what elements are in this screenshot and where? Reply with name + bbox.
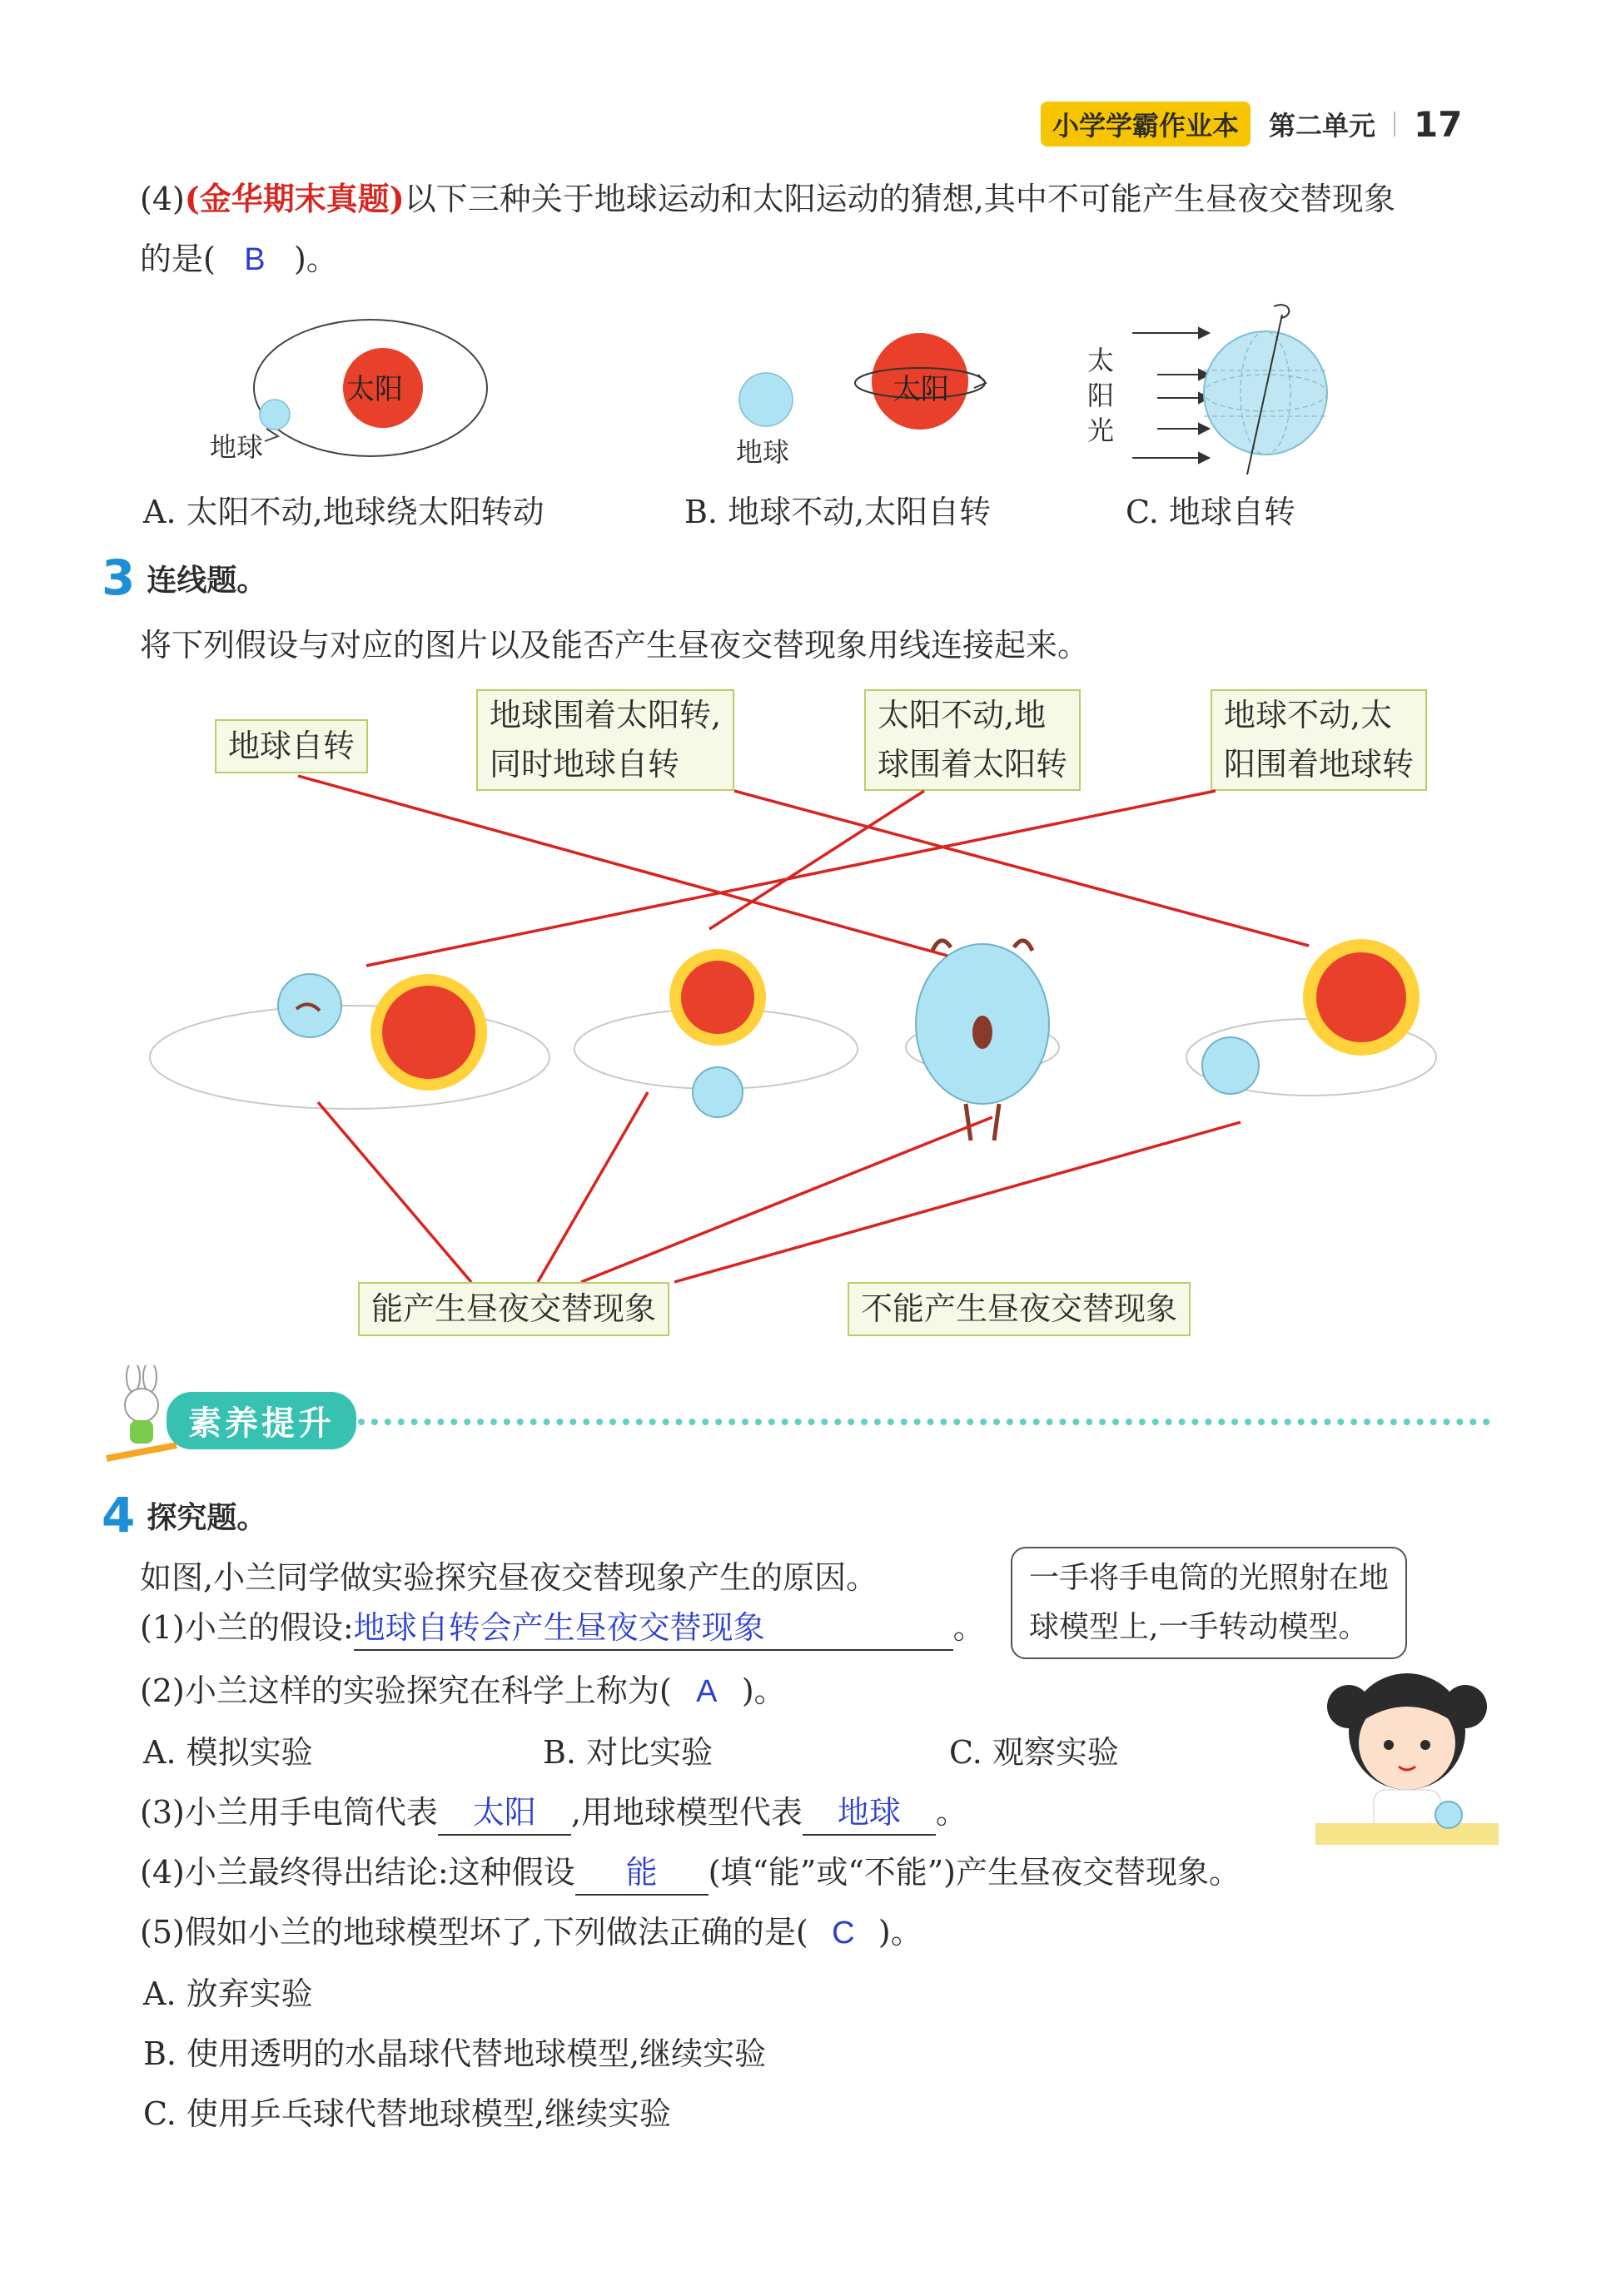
page-number: 17 (1414, 103, 1463, 145)
hypothesis-earth-still-sun-orbit: 地球不动,太 阳围着地球转 (1211, 689, 1427, 791)
line-pic3-to-can (581, 1117, 992, 1282)
banner-label: 素养提升 (167, 1392, 356, 1449)
q3-number: 3 (102, 549, 136, 606)
q4-p2-option-c: C. 观察实验 (949, 1734, 1119, 1771)
unit-label: 第二单元 (1269, 110, 1376, 142)
line-orbit-rotate-to-pic1 (734, 791, 1309, 946)
q4-p2-option-b: B. 对比实验 (543, 1734, 714, 1771)
q3-title: 连线题。 (147, 563, 267, 598)
hypothesis-sun-still-earth-orbit: 太阳不动,地 球围着太阳转 (864, 689, 1081, 791)
line-pic1-to-can (318, 1102, 471, 1282)
fig-a-earth-label: 地球 (210, 431, 264, 463)
q2-4-line2: 的是( B )。 (140, 240, 338, 281)
q3-instruction: 将下列假设与对应的图片以及能否产生昼夜交替现象用线连接起来。 (140, 627, 1090, 663)
result-can-produce: 能产生昼夜交替现象 (358, 1282, 669, 1336)
q4-p5-answer: C (832, 1916, 855, 1951)
q4-number: 4 (102, 1487, 136, 1543)
q4-p1: (1)小兰的假设:地球自转会产生昼夜交替现象 。 (140, 1608, 985, 1651)
result-cannot-produce: 不能产生昼夜交替现象 (848, 1282, 1191, 1336)
q4-p4: (4)小兰最终得出结论:这种假设 能 (填“能”或“不能”)产生昼夜交替现象。 (140, 1853, 1241, 1896)
hypothesis-earth-rotation: 地球自转 (215, 719, 368, 773)
girl-illustration (1315, 1657, 1499, 1848)
q4-p5-option-c: C. 使用乒乓球代替地球模型,继续实验 (143, 2095, 671, 2132)
q2-4-answer: B (244, 242, 266, 277)
banner-dots (358, 1419, 1490, 1425)
q4-p1-answer: 地球自转会产生昼夜交替现象 (354, 1609, 953, 1651)
q4-p3: (3)小兰用手电筒代表 太阳 ,用地球模型代表 地球 。 (140, 1793, 967, 1836)
hypothesis-earth-orbit-and-rotation: 地球围着太阳转, 同时地球自转 (476, 689, 734, 791)
line-pic2-to-can (538, 1092, 648, 1282)
q2-4-option-c: C. 地球自转 (1126, 494, 1295, 530)
q4-p3-answer-2: 地球 (803, 1794, 936, 1836)
q4-p3-answer-1: 太阳 (438, 1794, 571, 1836)
sunlight-label: 太 阳 光 (1087, 345, 1115, 447)
q2-4-option-a: A. 太阳不动,地球绕太阳转动 (143, 494, 544, 530)
q4-title: 探究题。 (147, 1500, 267, 1535)
q4-p5-option-a: A. 放弃实验 (143, 1975, 313, 2012)
q4-p2: (2)小兰这样的实验探究在科学上称为( A )。 (140, 1672, 786, 1712)
book-title: 小学学霸作业本 (1041, 102, 1251, 147)
source-tag: (金华期末真题) (184, 180, 405, 217)
line-pic4-to-can (674, 1122, 1241, 1282)
q4-p2-option-a: A. 模拟实验 (143, 1734, 313, 1771)
q4-p4-answer: 能 (575, 1854, 709, 1896)
q4-intro: 如图,小兰同学做实验探究昼夜交替现象产生的原因。 (140, 1559, 878, 1596)
q4-heading (102, 1487, 266, 1543)
fig-a-sun-label: 太阳 (346, 373, 403, 406)
fig-b-earth-label: 地球 (736, 436, 790, 468)
q4-p5-option-b: B. 使用透明的水晶球代替地球模型,继续实验 (143, 2035, 767, 2072)
q4-p2-answer: A (696, 1674, 718, 1709)
fig-b-sun-label: 太阳 (893, 373, 949, 406)
q2-4-option-b: B. 地球不动,太阳自转 (684, 494, 992, 530)
speech-bubble: 一手将手电筒的光照射在地 球模型上,一手转动模型。 (1011, 1547, 1407, 1659)
line-earth-still-to-pic4 (366, 791, 1216, 966)
q4-p5: (5)假如小兰的地球模型坏了,下列做法正确的是( C )。 (140, 1913, 922, 1954)
q2-4-line1: (4)(金华期末真题)以下三种关于地球运动和太阳运动的猜想,其中不可能产生昼夜交替现象 (140, 180, 1395, 217)
